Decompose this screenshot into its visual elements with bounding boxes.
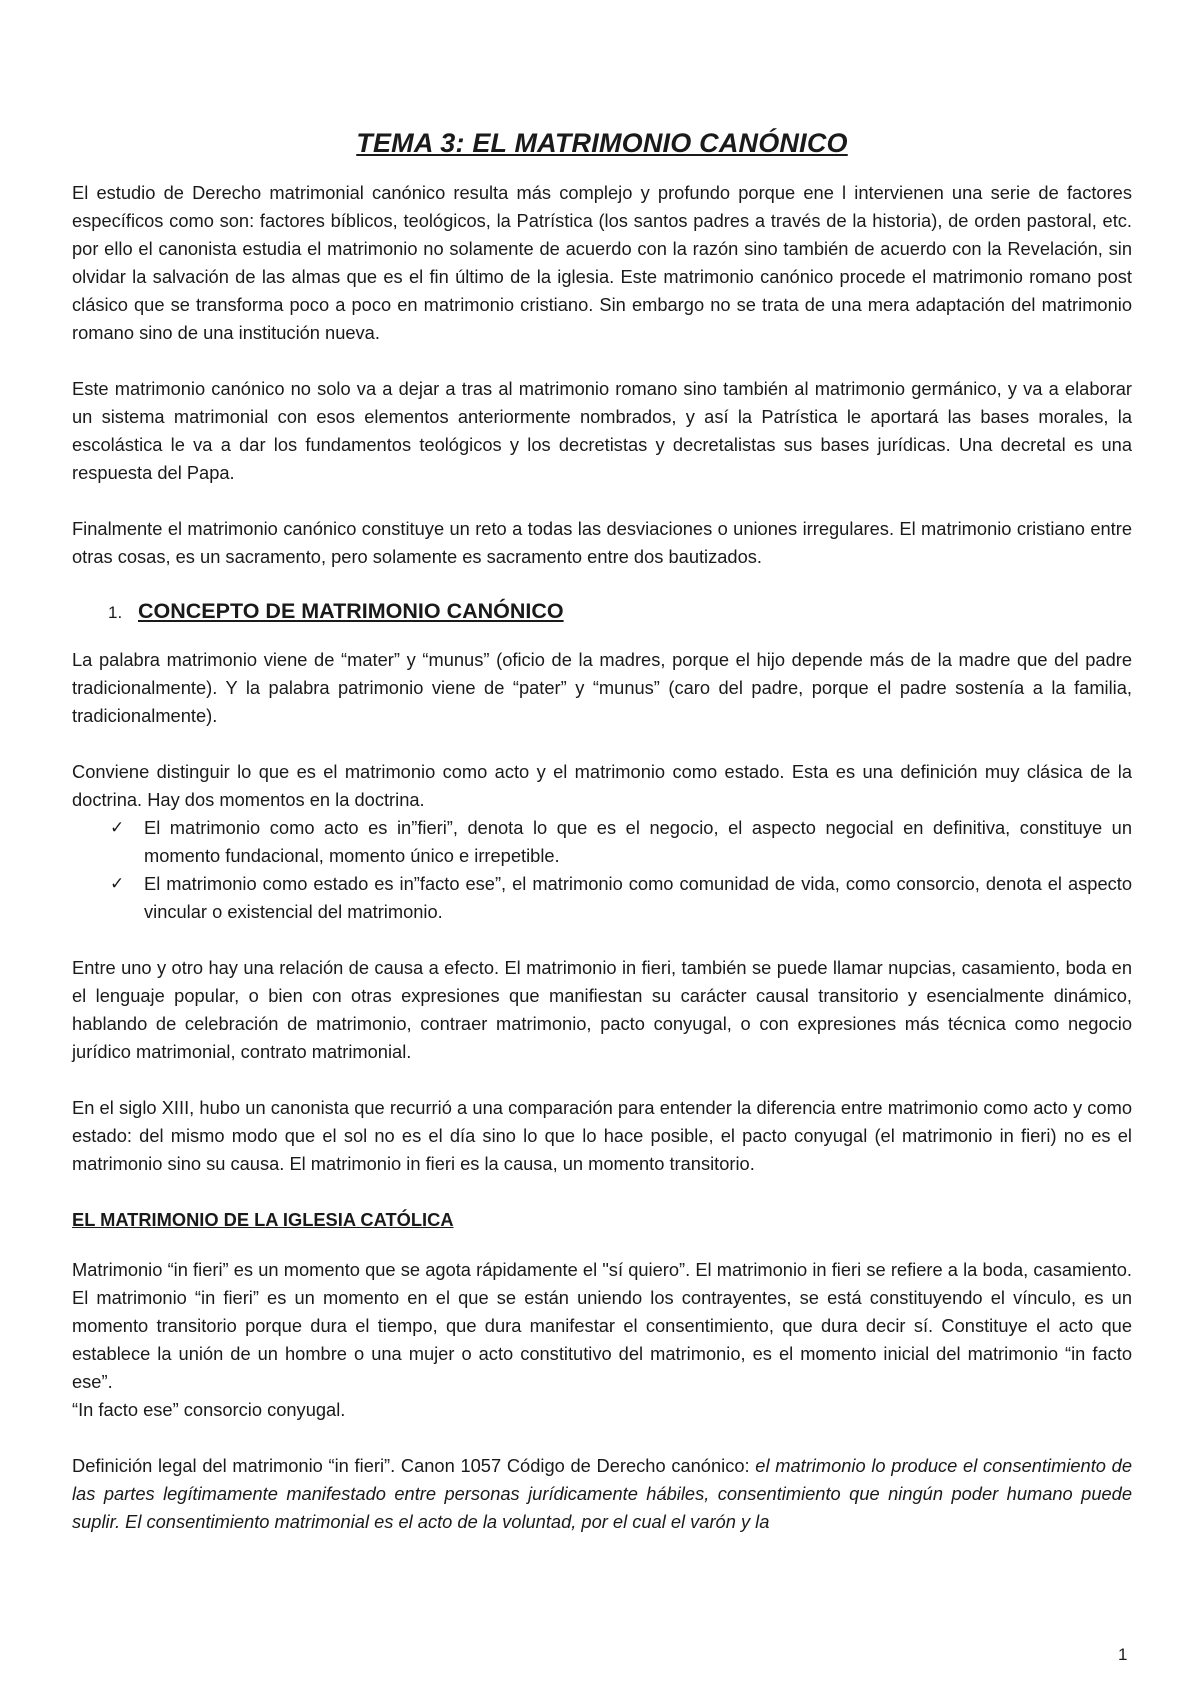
section-2-paragraph-1b: “In facto ese” consorcio conyugal. [72,1399,346,1420]
section-2-paragraph-1: Matrimonio “in fieri” es un momento que se agota rápidamente el "sí quiero”. El matrimonio in fieri se refiere a la boda, casamiento. El matrimonio “in fieri” es un momento en el que se están uniendo los contrayentes, se está constituyendo el vínculo, es un momento transitorio porque dura el tiempo, que dura manifestar el consentimiento, que dura decir sí. Constituye el acto que establece la unión de un hombre o una mujer o acto constitutivo del matrimonio, es el momento inicial del matrimonio “in facto ese”. [72,1259,1132,1392]
check-list [72,814,1132,926]
section-1-paragraph-1: La palabra matrimonio viene de “mater” y “munus” (oficio de la madres, porque el hijo depende más de la madre que del padre tradicionalmente). Y la palabra patrimonio viene de “pater” y “munus” (caro del padre, porque el padre sostenía a la familia, tradicionalmente). [72,649,1132,726]
canon-intro-text: Definición legal del matrimonio “in fieri”. Canon 1057 Código de Derecho canónico: [72,1455,756,1476]
section-2-heading: EL MATRIMONIO DE LA IGLESIA CATÓLICA [72,1209,454,1230]
document-title: TEMA 3: EL MATRIMONIO CANÓNICO [356,128,848,158]
intro-paragraph-2: Este matrimonio canónico no solo va a dejar a tras al matrimonio romano sino también al matrimonio germánico, y va a elaborar un sistema matrimonial con esos elementos anteriormente nombrados, y así la Patrística le aportará las bases morales, la escolástica le va a dar los fundamentos teológicos y los decretistas y decretalistas sus bases jurídicas. Una decretal es una respuesta del Papa. [72,378,1132,483]
checkmark-icon: ✓ [110,874,125,893]
check-list-item-text: El matrimonio como estado es in”facto ese”, el matrimonio como comunidad de vida, como consorcio, denota el aspecto vincular o existencial del matrimonio. [144,873,1132,922]
intro-paragraph-1: El estudio de Derecho matrimonial canónico resulta más complejo y profundo porque ene l intervienen una serie de factores específicos como son: factores bíblicos, teológicos, la Patrística (los santos padres a través de la historia), de orden pastoral, etc. por ello el canonista estudia el matrimonio no solamente de acuerdo con la razón sino también de acuerdo con la Revelación, sin olvidar la salvación de las almas que es el fin último de la iglesia. Este matrimonio canónico procede el matrimonio romano post clásico que se transforma poco a poco en matrimonio cristiano. Sin embargo no se trata de una mera adaptación del matrimonio romano sino de una institución nueva. [72,182,1132,343]
page-number: 1 [1118,1645,1128,1664]
section-1-paragraph-3: Entre uno y otro hay una relación de causa a efecto. El matrimonio in fieri, también se puede llamar nupcias, casamiento, boda en el lenguaje popular, o bien con otras expresiones que manifiestan su carácter causal transitorio y esencialmente dinámico, hablando de celebración de matrimonio, contraer matrimonio, pacto conyugal, o con expresiones más técnica como negocio jurídico matrimonial, contrato matrimonial. [72,957,1132,1062]
check-list-item [72,870,1132,926]
section-1-heading [108,599,1132,624]
intro-paragraph-3: Finalmente el matrimonio canónico constituye un reto a todas las desviaciones o uniones irregulares. El matrimonio cristiano entre otras cosas, es un sacramento, pero solamente es sacramento entre dos bautizados. [72,518,1132,567]
section-2-paragraph-2 [72,1452,1132,1536]
section-1-number: 1. [108,603,123,622]
section-1-paragraph-2: Conviene distinguir lo que es el matrimonio como acto y el matrimonio como estado. Esta es una definición muy clásica de la doctrina. Hay dos momentos en la doctrina. [72,761,1132,810]
check-list-item-text: El matrimonio como acto es in”fieri”, denota lo que es el negocio, el aspecto negocial en definitiva, constituye un momento fundacional, momento único e irrepetible. [144,817,1132,866]
canon-quote-text: el matrimonio lo produce el consentimiento de las partes legítimamente manifestado entre personas jurídicamente hábiles, consentimiento que ningún poder humano puede suplir. El consentimiento matrimonial es el acto de la voluntad, por el cual el varón y la [72,1455,1132,1532]
checkmark-icon: ✓ [110,818,125,837]
check-list-item [72,814,1132,870]
document-page [72,128,1132,1536]
section-1-title: CONCEPTO DE MATRIMONIO CANÓNICO [138,599,564,623]
section-1-paragraph-4: En el siglo XIII, hubo un canonista que recurrió a una comparación para entender la diferencia entre matrimonio como acto y como estado: del mismo modo que el sol no es el día sino lo que lo hace posible, el pacto conyugal (el matrimonio in fieri) no es el matrimonio sino su causa. El matrimonio in fieri es la causa, un momento transitorio. [72,1097,1132,1174]
